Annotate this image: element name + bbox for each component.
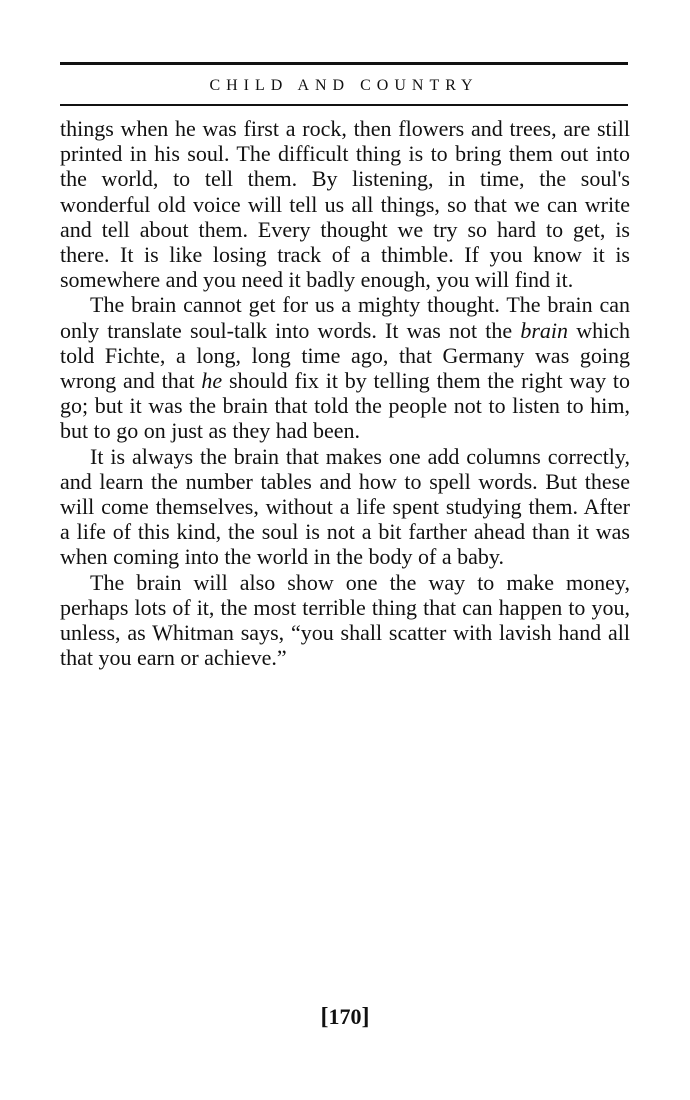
paragraph-text: should fix it by telling them the right way to go; but it was the brain that told the people not to listen to him, but to go on just as they had been. (60, 368, 631, 444)
bracket-close: ] (361, 1004, 370, 1030)
bracket-open: [ (320, 1004, 329, 1030)
header-rule-top (60, 62, 628, 65)
page-number (0, 1004, 690, 1030)
paragraph-4 (60, 570, 630, 671)
paragraph-1 (60, 116, 630, 292)
italic-word: he (201, 368, 223, 394)
paragraph-3 (60, 444, 630, 570)
body-text (60, 116, 630, 670)
paragraph-2 (60, 292, 630, 443)
italic-word: brain (520, 317, 569, 343)
paragraph-text: It is always the brain that makes one add columns correctly, and learn the number tables and how to spell words. But these will come themselves, without a life spent studying them. After a life of this kind, the soul is not a bit farther ahead than it was when coming into the world in the body of a baby. (60, 443, 630, 570)
paragraph-text: things when he was first a rock, then flowers and trees, are still printed in his soul. The difficult thing is to bring them out into the world, to tell them. By listening, in time, the soul's wonderful old voice will tell us all things, so that we can write and tell about them. Every thought we try so hard to get, is there. It is like losing track of a thimble. If you know it is somewhere and you need it badly enough, you will find it. (60, 116, 630, 293)
header-rule-bottom (60, 104, 628, 106)
paragraph-text: The brain will also show one the way to make money, perhaps lots of it, the most terrible thing that can happen to you, unless, as Whitman says, “you shall scatter with lavish hand all that you earn or achieve.” (60, 569, 630, 671)
running-head: CHILD AND COUNTRY (209, 77, 479, 94)
paragraph-text: The brain cannot get for us a mighty thought. The brain can only translate soul-talk into words. It was not the (60, 292, 630, 343)
paragraph-text: which told Fichte, a long, long time ago, that Germany was going wrong and that (60, 317, 631, 394)
page-number-value: 170 (328, 1004, 362, 1029)
